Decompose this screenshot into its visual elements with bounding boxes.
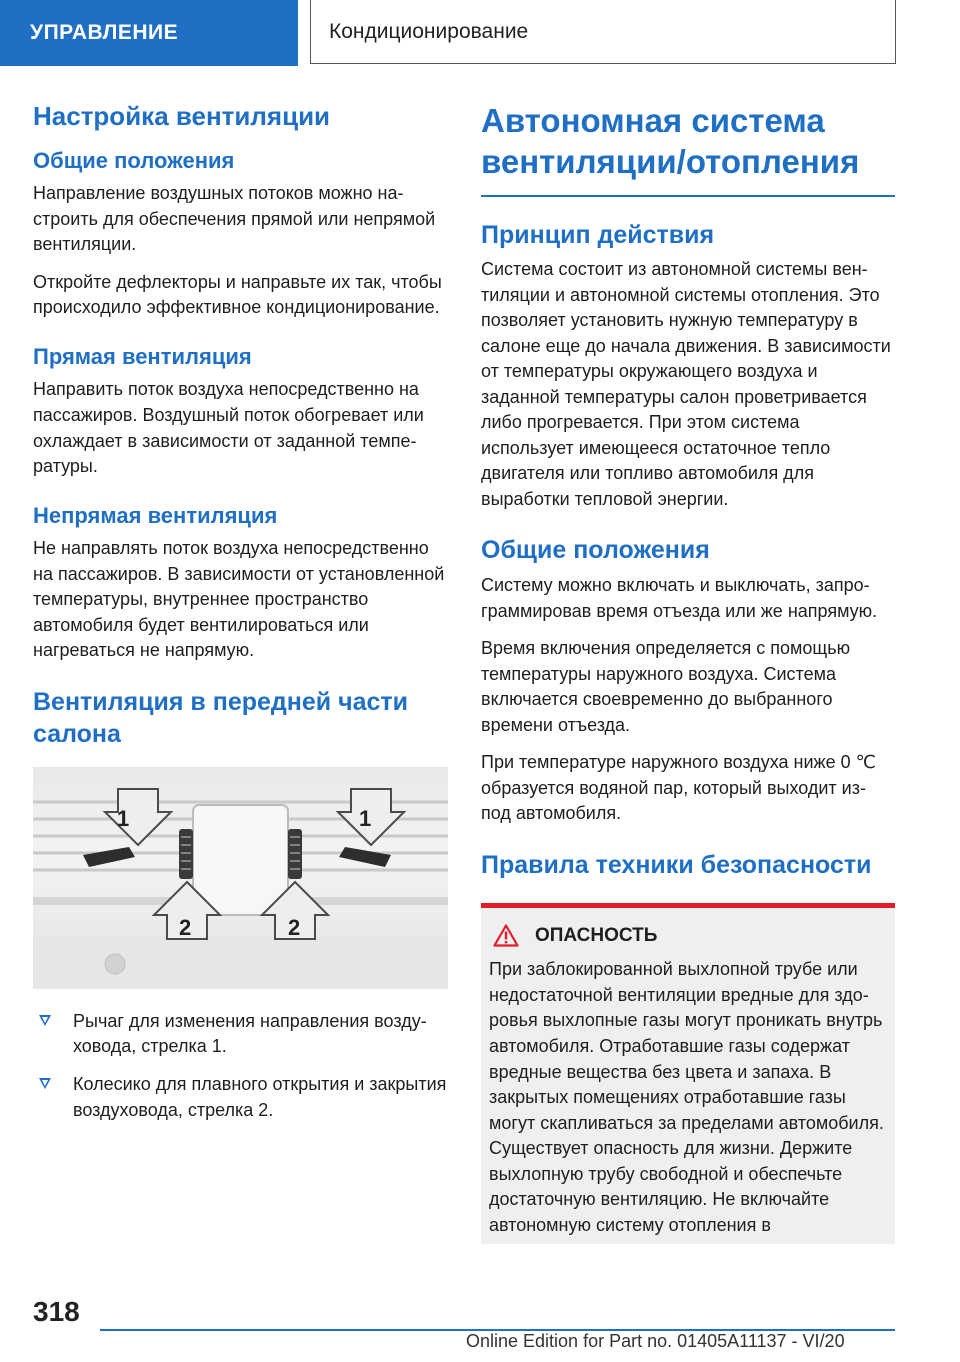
front-ventilation-heading: Вентиляция в передней части салона: [33, 687, 409, 749]
autonomous-system-title: Автономная система вентиляции/отопления: [481, 102, 860, 181]
general-paragraph-2: Откройте дефлекторы и направьте их так, чтобы происходило эффективное кондиционирование.: [33, 271, 442, 318]
principle-paragraph: Система состоит из автономной системы вентиляции и автономной системы отопления. Это позволяет установить нужную температуру в салоне еще до начала движения. В зависимости от температуры окружающего воздуха и заданной температуры салон проветривается либо прогревается. При этом система использует имеющееся остаточное тепло двигателя или топливо автомобиля для выработки тепловой энергии.: [481, 259, 891, 509]
right-column: [481, 100, 895, 1244]
callout-2-right: 2: [288, 914, 301, 940]
page-header: [0, 0, 960, 66]
general-heading-right: Общие положения: [481, 536, 710, 565]
general-right-paragraph-2: Время включения определяется с помощью температуры наружного воздуха. Система включается своевременно до выбранного времени отъезда.: [481, 638, 851, 735]
indirect-ventilation-heading: Непрямая вентиляция: [33, 502, 278, 528]
warning-triangle-icon: [493, 924, 519, 947]
general-right-paragraph-1: Систему можно включать и выключать, запрограммировав время отъезда или же напрямую.: [481, 574, 878, 621]
warning-header: [489, 924, 885, 947]
figure-legend-list: [33, 1009, 448, 1123]
general-right-paragraph-3: При температуре наружного воздуха ниже 0 ℃ образуется водяной пар, который выходит из-под автомобиля.: [481, 752, 876, 824]
indirect-ventilation-paragraph: Не направлять поток воздуха непосредственно на пассажиров. В зависимости от установленной температуры, внутреннее пространство автомобиля будет вентилироваться или нагреваться не напрямую.: [33, 538, 445, 661]
safety-heading: Правила техники безопасности: [481, 850, 872, 879]
danger-warning-box: [481, 908, 895, 1244]
warning-text: При заблокированной выхлопной трубе или недостаточной вентиляции вредные для здоровья выхлопные газы могут проникать внутрь автомобиля. Отработавшие газы содержат вредные вещества без цвета и запаха. В закрытых помещениях отработавшие газы могут скапливаться за пределами автомобиля. Существует опасность для жизни. Держите выхлопную трубу свободной и обеспечьте достаточную вентиляцию. Не включайте автономную систему отопления в: [489, 959, 884, 1235]
left-column: [33, 100, 448, 1135]
air-vent-illustration: [33, 767, 448, 989]
general-paragraph-1: Направление воздушных потоков можно настроить для обеспечения прямой или непрямой вентиляции.: [33, 183, 436, 255]
page-number: 318: [33, 1296, 80, 1327]
list-item: Рычаг для изменения направления воздуховода, стрелка 1.: [33, 1009, 448, 1060]
general-heading: Общие положения: [33, 147, 235, 173]
triangle-bullet-icon: [39, 1078, 51, 1089]
direct-ventilation-paragraph: Направить поток воздуха непосредственно на пассажиров. Воздушный поток обогревает или охлаждает в зависимости от заданной температуры.: [33, 379, 424, 477]
title-rule: [481, 195, 895, 197]
section-tab[interactable]: УПРАВЛЕНИЕ: [0, 0, 298, 66]
list-item: Колесико для плавного открытия и закрытия воздуховода, стрелка 2.: [33, 1072, 448, 1123]
callout-1-left: 1: [117, 805, 130, 831]
callout-1-right: 1: [359, 805, 372, 831]
footer-edition: Online Edition for Part no. 01405A11137 - VI/20: [466, 1331, 845, 1351]
triangle-bullet-icon: [39, 1015, 51, 1026]
ventilation-setup-title: Настройка вентиляции: [33, 101, 331, 131]
principle-heading: Принцип действия: [481, 220, 715, 249]
direct-ventilation-heading: Прямая вентиляция: [33, 343, 252, 369]
air-vent-figure: [33, 767, 448, 989]
chapter-title: Кондиционирование: [310, 0, 896, 64]
warning-label: ОПАСНОСТЬ: [535, 924, 658, 946]
callout-2-left: 2: [179, 914, 192, 940]
